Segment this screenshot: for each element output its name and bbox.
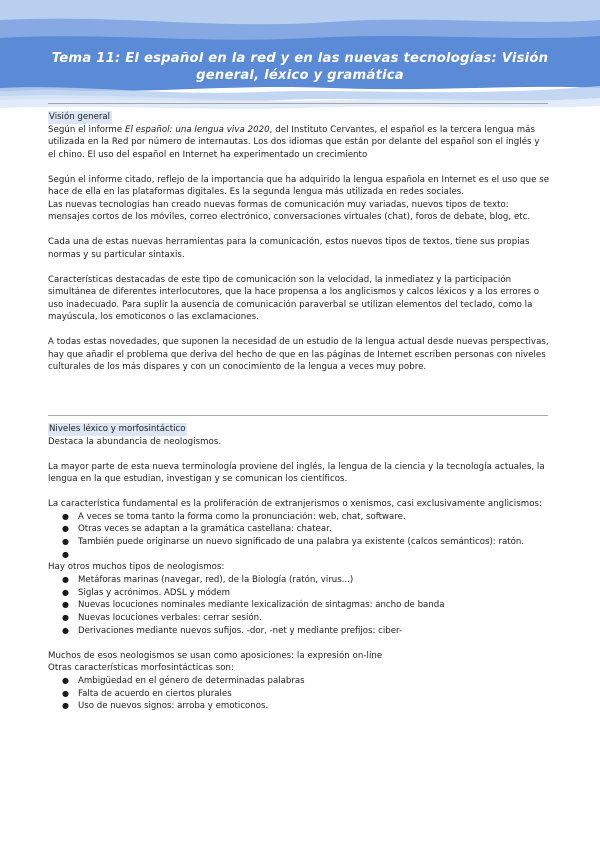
section-divider [48, 415, 548, 416]
bullet-icon: ● [62, 536, 69, 546]
bullet-icon: ● [62, 675, 69, 685]
section-niveles-lexico [48, 415, 550, 713]
paragraph: Las nuevas tecnologías han creado nuevas formas de comunicación muy variadas, nuevos tipos de texto: mensajes cortos de los móviles, correo electrónico, conversaciones virtuales (chat), foros de debate, blog, etc. [48, 199, 531, 222]
paragraph: La característica fundamental es la proliferación de extranjerismos o xenismos, casi exclusivamente anglicismos: [48, 499, 542, 509]
paragraph: Cada una de estas nuevas herramientas para la comunicación, estos nuevos tipos de textos, tiene sus propias normas y su particular sintaxis. [48, 237, 530, 260]
bullet-icon: ● [62, 587, 69, 597]
bullet-list [48, 574, 550, 638]
section-heading: Visión general [49, 112, 111, 122]
list-item: ● Nuevas locuciones nominales mediante lexicalización de sintagmas: ancho de banda [62, 600, 445, 611]
bullet-icon: ● [62, 688, 69, 698]
list-item: ● Siglas y acrónimos. ADSL y módem [62, 587, 231, 598]
list-item: ● Nuevas locuciones verbales: cerrar sesión. [62, 612, 262, 623]
bullet-list [48, 511, 550, 562]
paragraph: Según el informe El español: una lengua viva 2020, del Instituto Cervantes, el español es la tercera lengua más utilizada en la Red por número de internautas. Los dos idiomas que están por delante del español son el inglés y el chino. El uso del español en Internet ha experimentado un crecimiento [48, 124, 540, 160]
bullet-icon: ● [62, 574, 69, 584]
bullet-list [48, 675, 550, 713]
bullet-icon: ● [62, 549, 69, 559]
section-heading: Niveles léxico y morfosintáctico [49, 424, 186, 434]
bullet-icon: ● [62, 600, 69, 610]
paragraph: Destaca la abundancia de neologismos. [48, 436, 222, 447]
list-item: ● Uso de nuevos signos: arroba y emoticonos. [62, 701, 269, 712]
section-divider [48, 103, 548, 104]
paragraph: Muchos de esos neologismos se usan como aposiciones: la expresión on-line [48, 650, 383, 661]
list-item: ● Derivaciones mediante nuevos sufijos. -dor, -net y mediante prefijos: ciber- [62, 625, 403, 636]
report-title: El español: una lengua viva 2020 [124, 124, 270, 135]
paragraph: A todas estas novedades, que suponen la necesidad de un estudio de la lengua actual desde nuevas perspectivas, hay que añadir el problema que deriva del hecho de que en las páginas de Internet escriben personas con niveles culturales de los más dispares y con un conocimiento de la lengua a veces muy pobre. [48, 337, 549, 372]
document-title: Tema 11: El español en la red y en las nuevas tecnologías: Visión general, léxico y gramática [51, 51, 549, 83]
list-item: ● Metáforas marinas (navegar, red), de la Biología (ratón, virus...) [62, 574, 354, 585]
list-item: ● Otras veces se adaptan a la gramática castellana: chatear. [62, 524, 332, 535]
bullet-icon: ● [62, 524, 69, 534]
bullet-icon: ● [62, 612, 69, 622]
paragraph: Según el informe citado, reflejo de la importancia que ha adquirido la lengua española en Internet es el uso que se hace de ella en las plataformas digitales. Es la segunda lengua más utilizada en redes sociales. [48, 174, 550, 197]
paragraph: Hay otros muchos tipos de neologismos: [48, 562, 225, 573]
list-item: ● Ambigüedad en el género de determinadas palabras [62, 675, 305, 686]
list-item: ● A veces se toma tanto la forma como la pronunciación: web, chat, software. [62, 511, 406, 522]
paragraph: La mayor parte de esta nueva terminología proviene del inglés, la lengua de la ciencia y la tecnología actuales, la lengua en la que estudian, investigan y se comunican los científicos. [48, 461, 545, 484]
bullet-icon: ● [62, 625, 69, 635]
list-item [62, 549, 550, 562]
bullet-icon: ● [62, 511, 69, 521]
list-item: ● También puede originarse un nuevo significado de una palabra ya existente (calcos semánticos): ratón. [62, 536, 525, 547]
list-item: ● Falta de acuerdo en ciertos plurales [62, 688, 232, 699]
paragraph: Otras características morfosintácticas son: [48, 663, 234, 674]
header-banner [0, 0, 600, 112]
section-vision-general [48, 103, 550, 374]
bullet-icon: ● [62, 701, 69, 711]
paragraph: Características destacadas de este tipo de comunicación son la velocidad, la inmediatez y la participación simultánea de diferentes interlocutores, que la hace propensa a los anglicismos y calcos léxicos y a los errores o uso inadecuado. Para suplir la ausencia de comunicación paraverbal se utilizan elementos del teclado, como la mayúscula, los emoticonos o las exclamaciones. [48, 274, 540, 322]
